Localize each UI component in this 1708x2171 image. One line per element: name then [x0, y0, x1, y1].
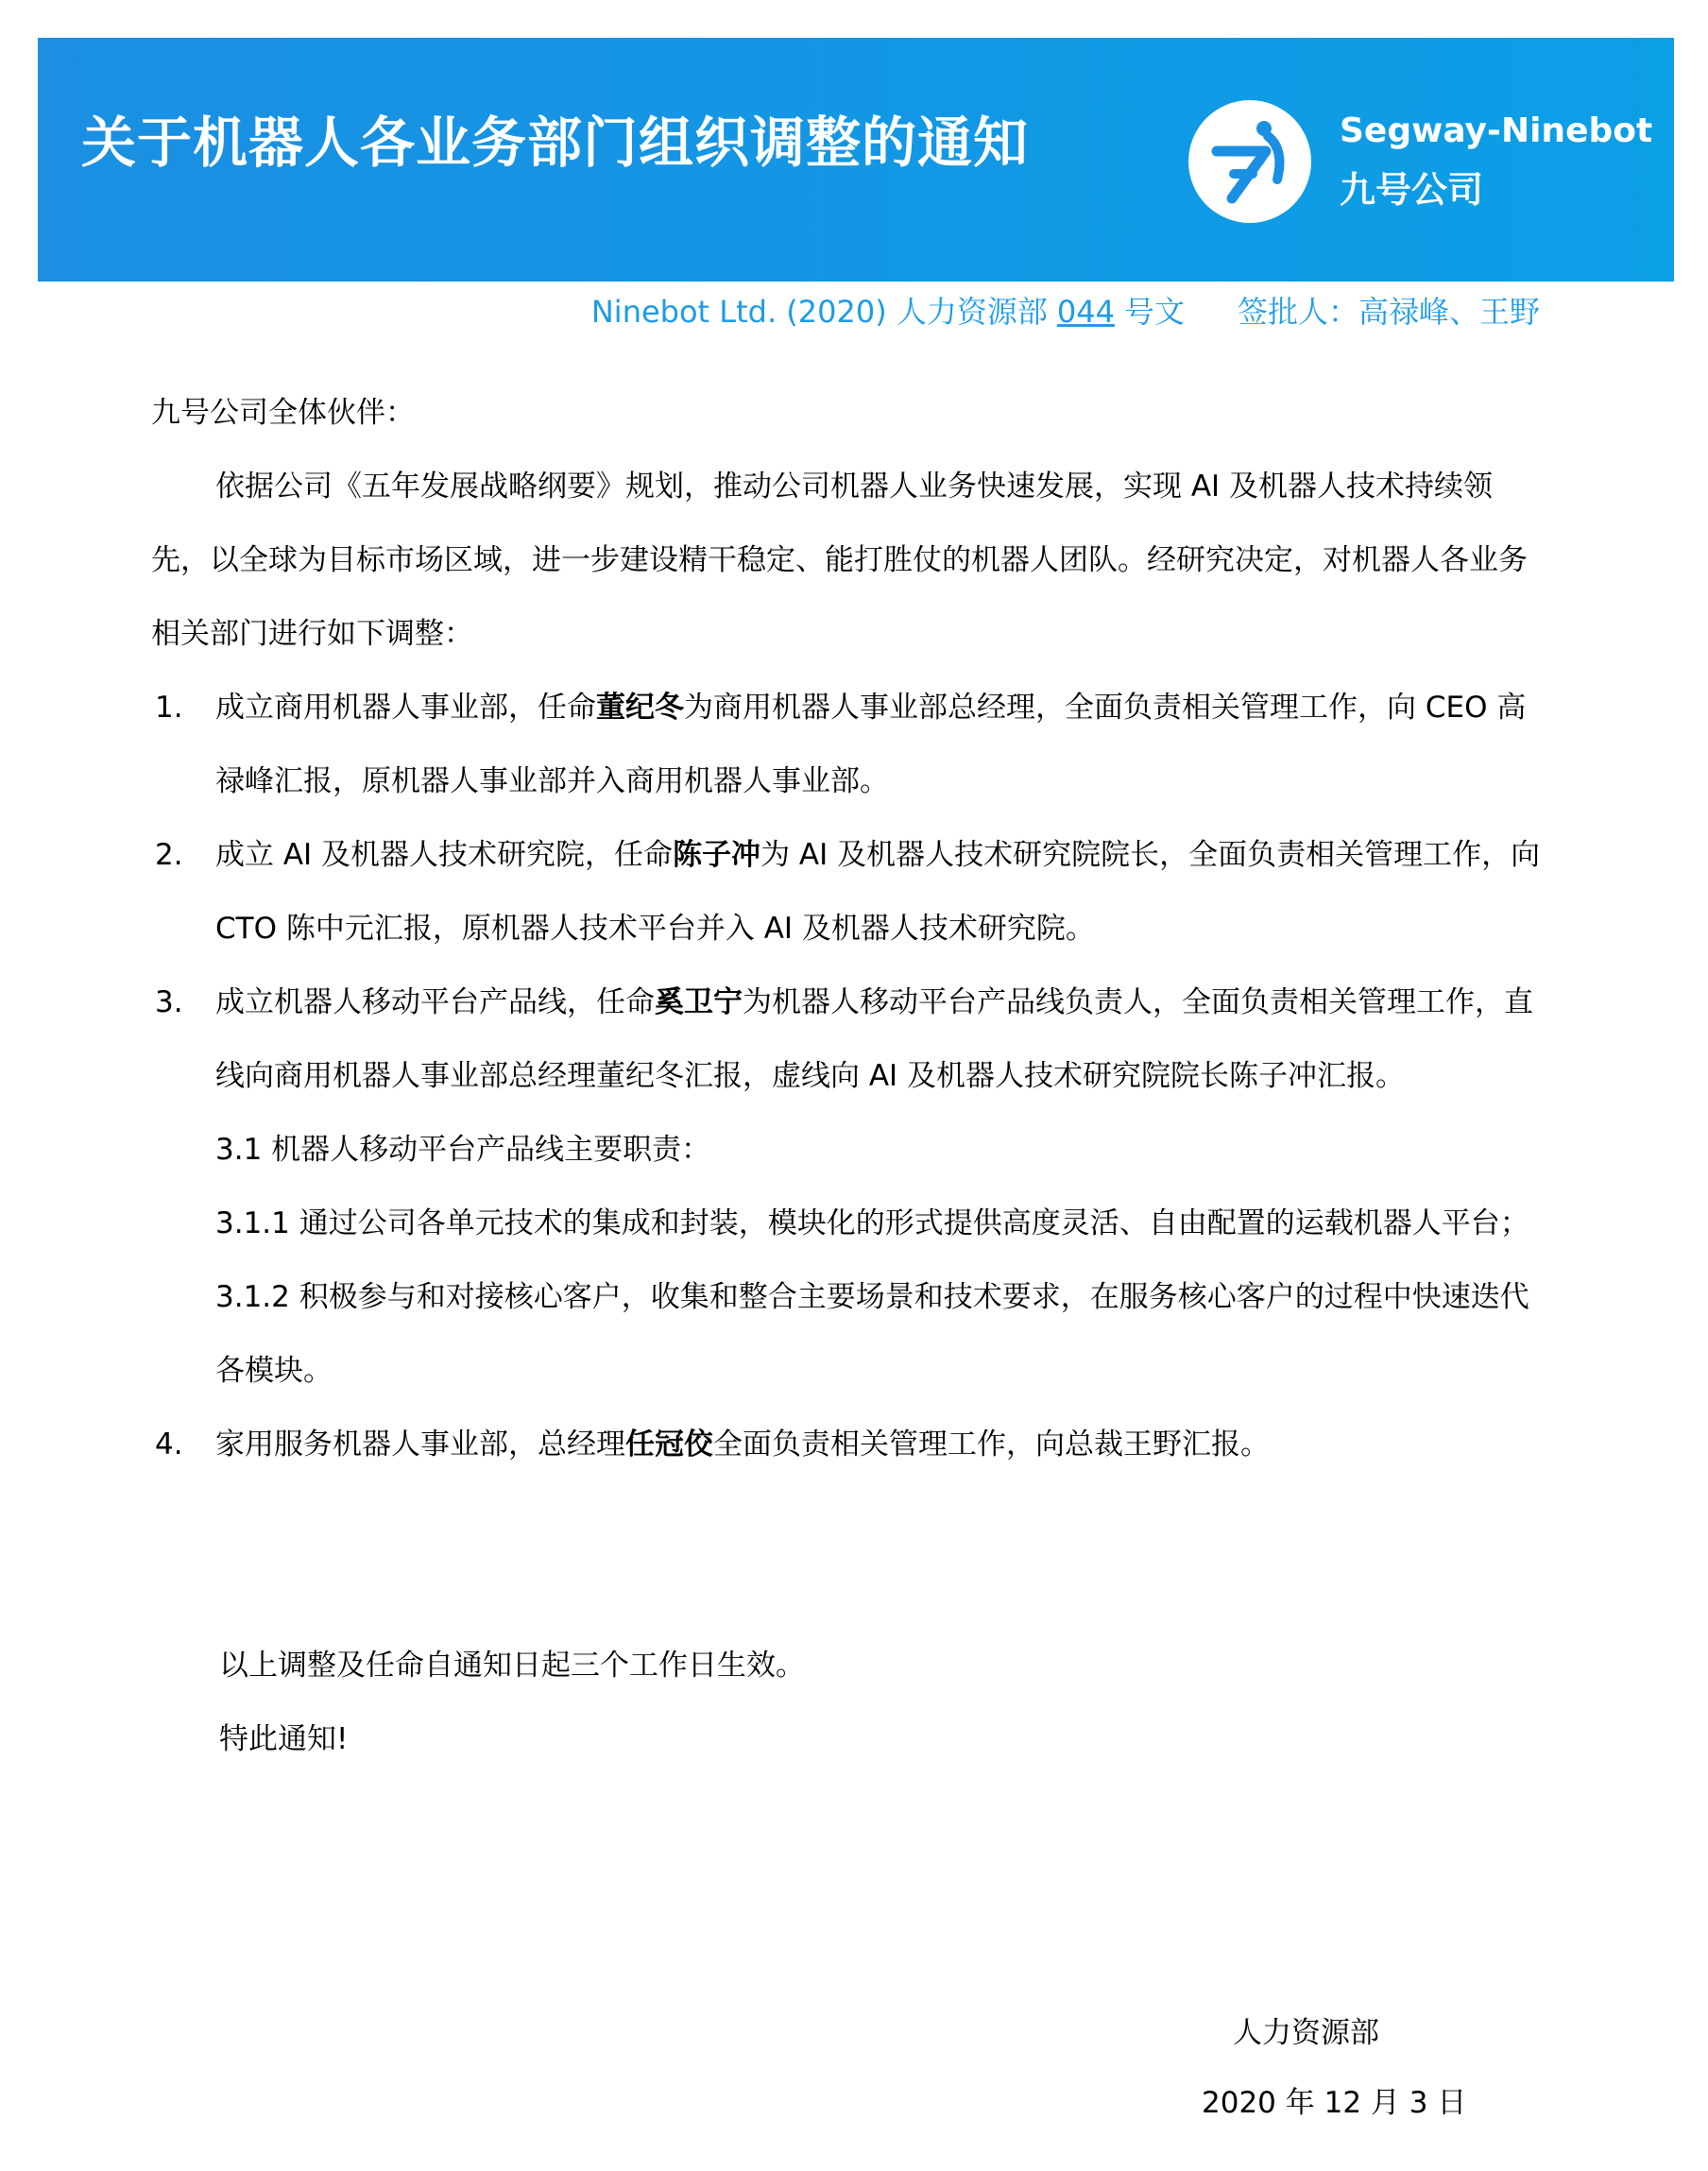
- closing-effective: 以上调整及任命自通知日起三个工作日生效。: [219, 1649, 805, 1683]
- docref-prefix: Ninebot Ltd. (2020) 人力资源部: [590, 294, 1048, 330]
- list-item-number: 3.: [155, 985, 183, 1019]
- sub-item: 3.1.1 通过公司各单元技术的集成和封装，模块化的形式提供高度灵活、自由配置的运载机器人平台；: [215, 1206, 1529, 1240]
- list-item: [151, 671, 1544, 818]
- list-item-text: 全面负责相关管理工作，向总裁王野汇报。: [713, 1427, 1270, 1462]
- appointee-name: 奚卫宁: [655, 985, 743, 1019]
- list-item-text: 为 AI 及机器人技术研究院院长，全面负责相关管理工作，向 CTO 陈中元汇报，原机器人技术平台并入 AI 及机器人技术研究院。: [215, 838, 1541, 946]
- logo-text-cn: 九号公司: [1340, 169, 1484, 211]
- appointee-name: 董纪冬: [596, 691, 684, 725]
- docref-approver: 签批人：高禄峰、王野: [1237, 294, 1540, 330]
- document-date: 2020 年 12 月 3 日: [1202, 2086, 1467, 2120]
- list-item-text: 成立机器人移动平台产品线，任命: [215, 985, 655, 1019]
- list-item: [151, 1408, 1544, 1481]
- appointee-name: 任冠佼: [625, 1427, 713, 1462]
- intro-paragraph: 依据公司《五年发展战略纲要》规划，推动公司机器人业务快速发展，实现 AI 及机器人技术持续领先，以全球为目标市场区域，进一步建设精干稳定、能打胜仗的机器人团队。经研究决定，对机器人各业务相关部门进行如下调整：: [151, 470, 1528, 651]
- ninebot-logo-icon: [1188, 100, 1311, 223]
- list-item-text: 为商用机器人事业部总经理，全面负责相关管理工作，向 CEO 高禄峰汇报，原机器人事业部并入商用机器人事业部。: [215, 691, 1527, 798]
- sub-heading: 3.1 机器人移动平台产品线主要职责：: [215, 1133, 711, 1167]
- appointee-name: 陈子冲: [673, 838, 761, 872]
- list-item-text: 成立 AI 及机器人技术研究院，任命: [215, 838, 674, 872]
- list-item-number: 2.: [155, 838, 183, 872]
- list-item-text: 为机器人移动平台产品线负责人，全面负责相关管理工作，直线向商用机器人事业部总经理董纪冬汇报，虚线向 AI 及机器人技术研究院院长陈子冲汇报。: [215, 985, 1533, 1093]
- signing-department: 人力资源部: [1233, 2016, 1379, 2050]
- sub-item: 3.1.2 积极参与和对接核心客户，收集和整合主要场景和技术要求，在服务核心客户的过程中快速迭代各模块。: [215, 1280, 1529, 1388]
- list-item-text: 家用服务机器人事业部，总经理: [215, 1427, 625, 1462]
- list-item-number: 4.: [155, 1427, 183, 1462]
- list-item: [151, 966, 1544, 1113]
- salutation: 九号公司全体伙伴：: [151, 396, 415, 430]
- docref-suffix: 号文: [1123, 294, 1185, 330]
- document-reference: [591, 288, 1540, 332]
- closing-notice: 特此通知!: [219, 1722, 349, 1756]
- document-title: 关于机器人各业务部门组织调整的通知: [81, 111, 1030, 175]
- list-item: [151, 818, 1544, 966]
- docref-number: 044: [1056, 294, 1115, 330]
- list-item-number: 1.: [155, 691, 183, 725]
- logo-text-en: Segway-Ninebot: [1340, 111, 1653, 150]
- document-body: [151, 376, 1544, 1776]
- list-item-text: 成立商用机器人事业部，任命: [215, 691, 596, 725]
